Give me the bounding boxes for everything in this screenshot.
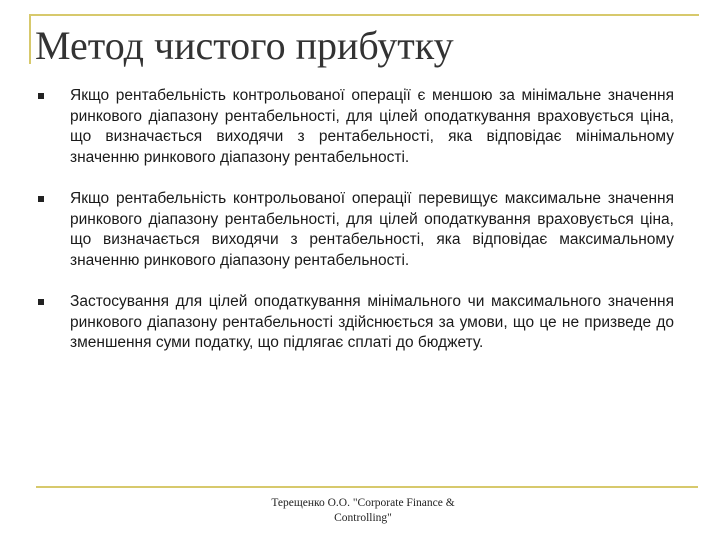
bullet-list — [34, 86, 674, 375]
slide-title: Метод чистого прибутку — [35, 23, 454, 68]
square-bullet-icon — [38, 93, 44, 99]
bullet-text-1: Якщо рентабельність контрольованої операції є меншою за мінімальне значення ринкового діапазону рентабельності, для цілей оподаткування враховується ціна, що визначається виходячи з рентабельності, яка відповідає мінімальному значенню ринкового діапазону рентабельності. — [70, 87, 674, 166]
bullet-item-3 — [34, 292, 674, 354]
decorative-vertical-line — [29, 14, 31, 64]
footer-divider-line — [36, 486, 698, 488]
bullet-text-3: Застосування для цілей оподаткування мінімального чи максимального значення ринкового діапазону рентабельності здійснюється за умови, що це не призведе до зменшення суми податку, що підлягає сплаті до бюджету. — [70, 293, 674, 351]
square-bullet-icon — [38, 299, 44, 305]
square-bullet-icon — [38, 196, 44, 202]
bullet-item-1 — [34, 86, 674, 168]
footer-author: Терещенко О.О. "Corporate Finance & Controlling" — [271, 497, 455, 524]
bullet-text-2: Якщо рентабельність контрольованої операції перевищує максимальне значення ринкового діапазону рентабельності, для цілей оподаткування враховується ціна, що визначається виходячи з рентабельності, яка відповідає максимальному значенню ринкового діапазону рентабельності. — [70, 190, 674, 269]
decorative-top-line — [29, 14, 699, 16]
bullet-item-2 — [34, 189, 674, 271]
